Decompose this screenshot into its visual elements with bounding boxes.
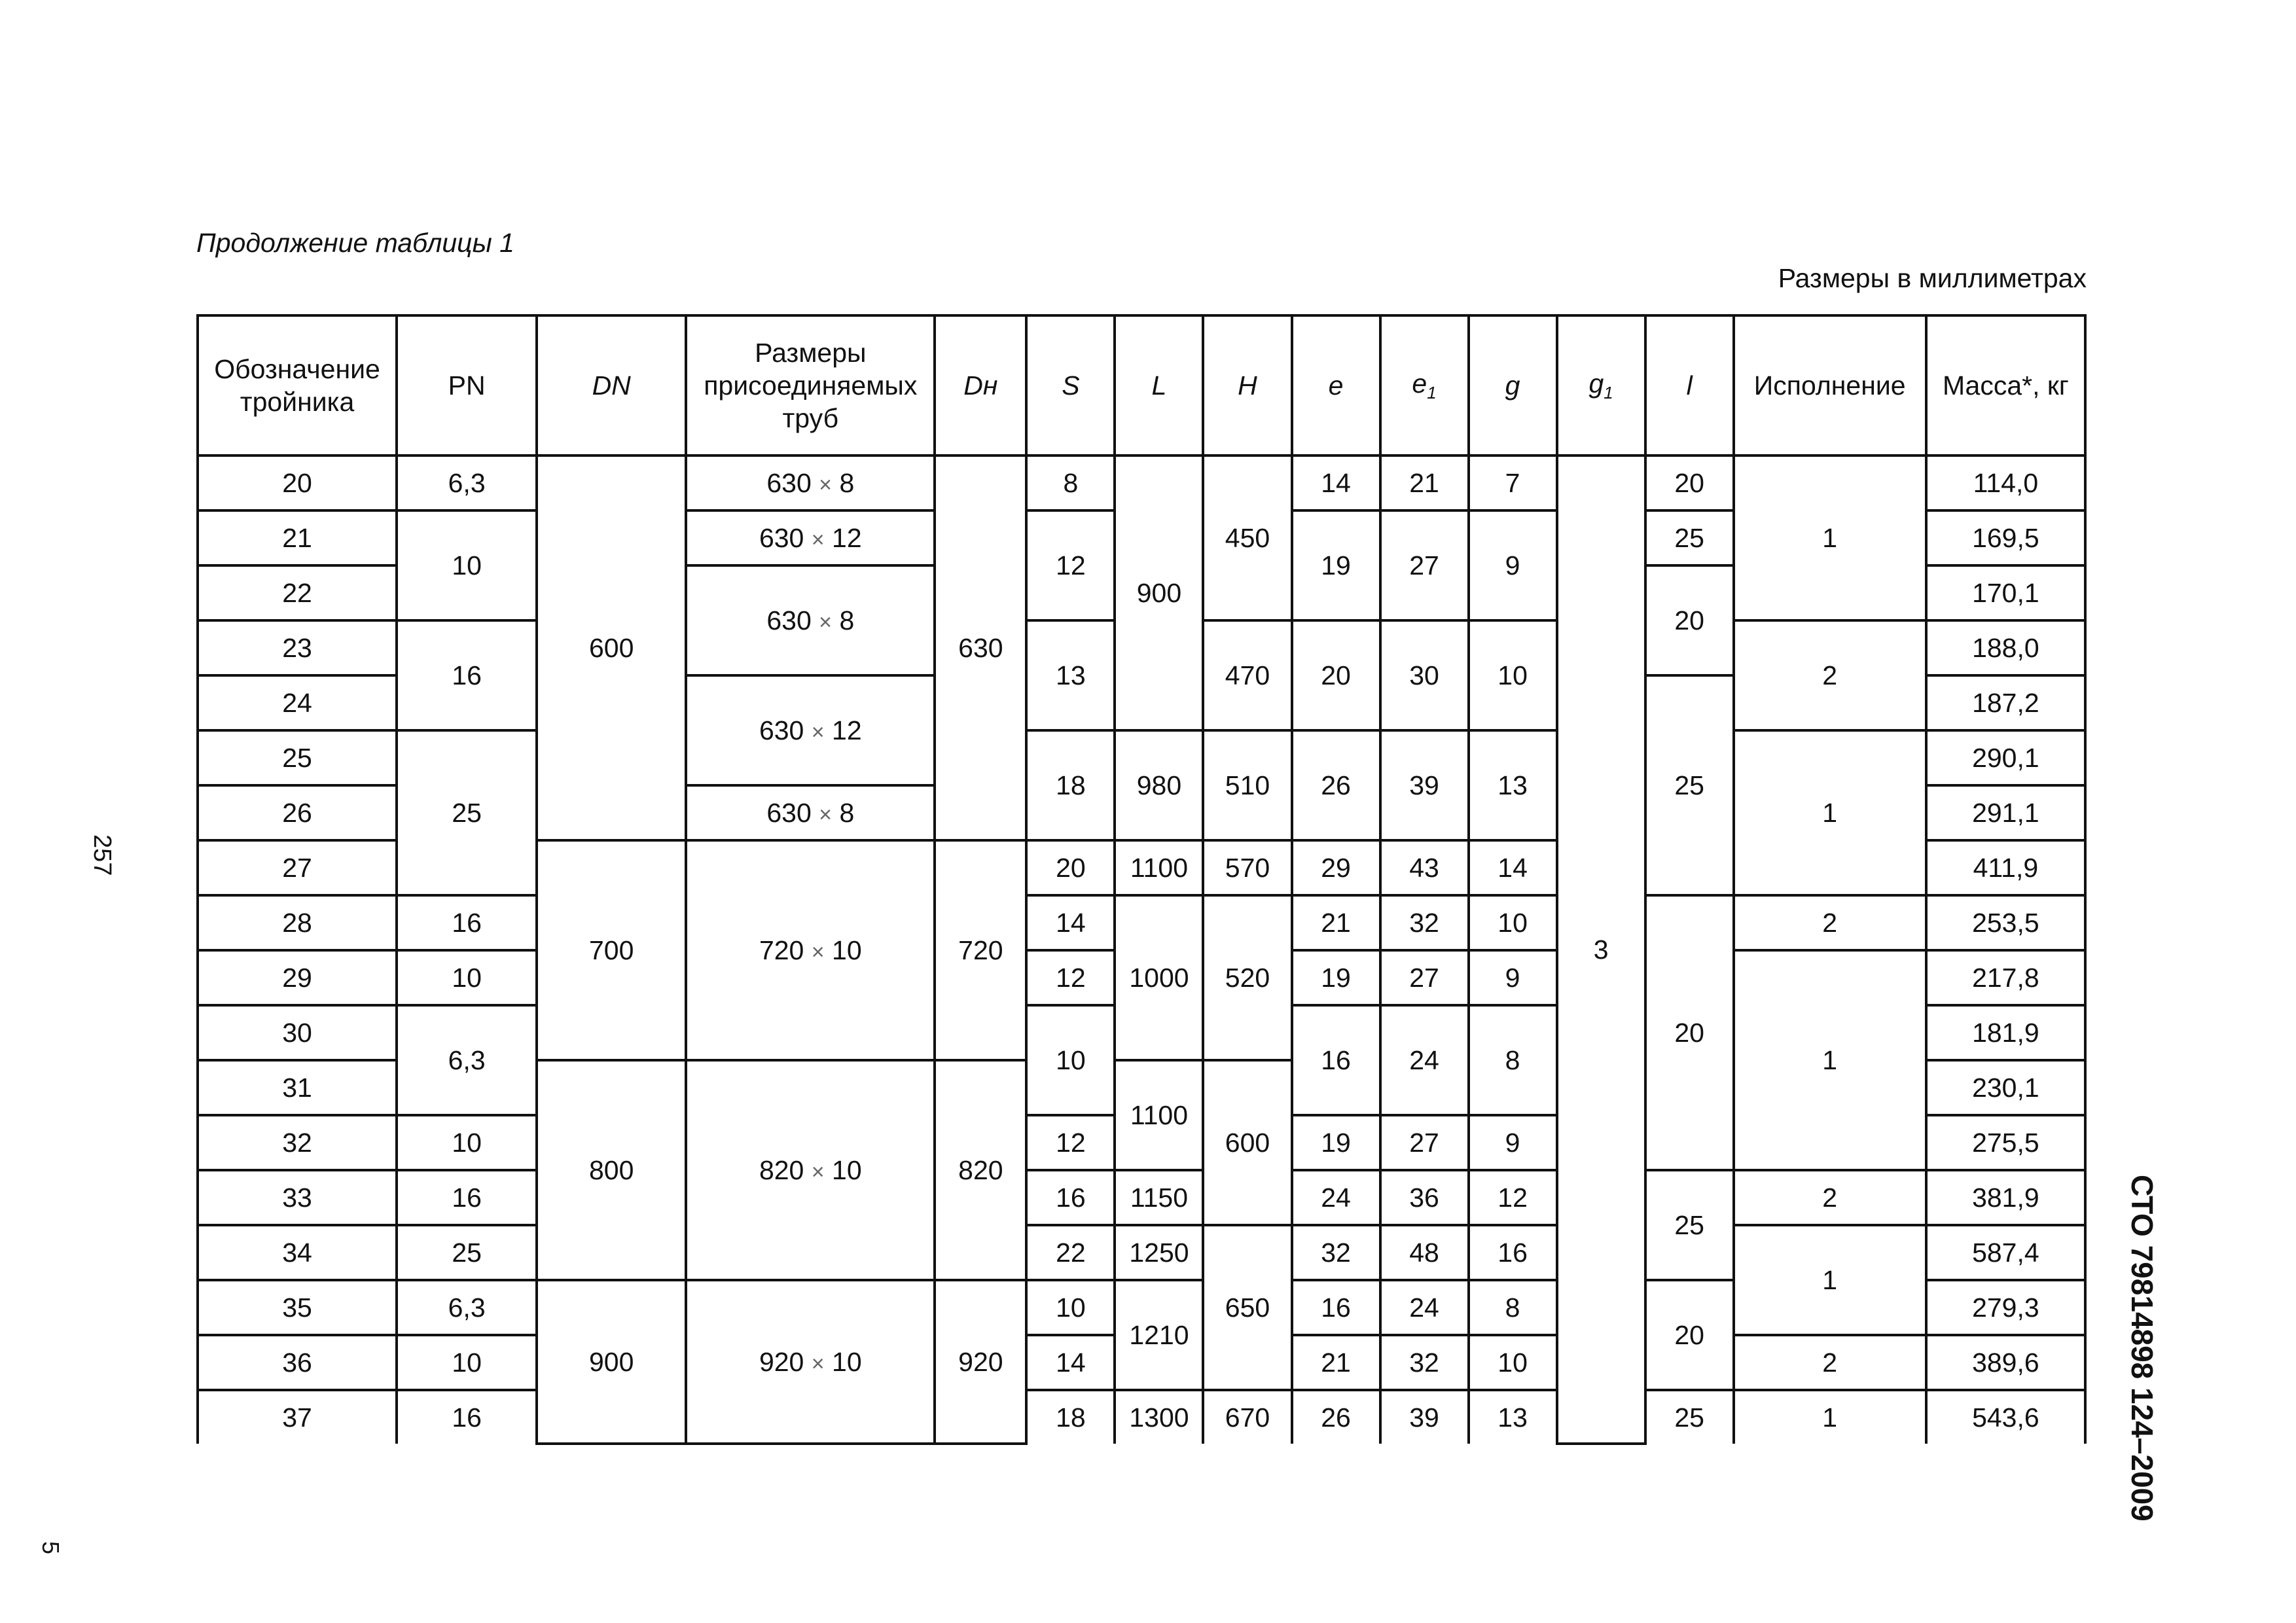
header-h: H — [1203, 315, 1291, 455]
cell-designation: 29 — [198, 950, 397, 1005]
cell-s: 10 — [1026, 1280, 1115, 1335]
cell-s: 14 — [1026, 895, 1115, 950]
table-row — [198, 730, 2085, 785]
cell-designation: 27 — [198, 840, 397, 895]
cell-h: 670 — [1203, 1390, 1291, 1444]
page-number-bottom: 5 — [37, 1541, 64, 1555]
header-designation: Обозначение тройника — [198, 315, 397, 455]
cell-pn: 16 — [397, 620, 537, 730]
cell-e1: 43 — [1380, 840, 1469, 895]
cell-s: 16 — [1026, 1170, 1115, 1225]
cell-e: 24 — [1292, 1170, 1380, 1225]
header-s: S — [1026, 315, 1115, 455]
times-sign: × — [811, 527, 825, 552]
cell-e1: 30 — [1380, 620, 1469, 730]
cell-dn: 800 — [537, 1060, 686, 1280]
cell-h: 600 — [1203, 1060, 1291, 1225]
cell-pn: 25 — [397, 1225, 537, 1280]
cell-dn: 600 — [537, 455, 686, 840]
cell-e1: 27 — [1380, 950, 1469, 1005]
cell-mass: 389,6 — [1926, 1335, 2085, 1390]
cell-pipe-size — [686, 455, 935, 510]
cell-pipe-size — [686, 675, 935, 785]
header-version: Исполнение — [1734, 315, 1926, 455]
table-caption: Продолжение таблицы 1 — [196, 228, 514, 258]
cell-l-small: 20 — [1645, 1280, 1734, 1390]
header-pipe-sizes: Размеры присоединяемых труб — [686, 315, 935, 455]
times-sign: × — [811, 939, 825, 965]
cell-pipe-size — [686, 1280, 935, 1444]
cell-e: 14 — [1292, 455, 1380, 510]
page-number-rotated: 257 — [88, 834, 116, 876]
header-g1-sub: 1 — [1604, 383, 1613, 403]
cell-g: 13 — [1469, 1390, 1557, 1444]
cell-mass: 217,8 — [1926, 950, 2085, 1005]
cell-pn: 16 — [397, 1390, 537, 1444]
cell-s: 10 — [1026, 1005, 1115, 1115]
times-sign: × — [811, 719, 825, 745]
cell-designation: 25 — [198, 730, 397, 785]
cell-l-small: 25 — [1645, 510, 1734, 565]
cell-l: 1250 — [1115, 1225, 1203, 1280]
cell-mass: 114,0 — [1926, 455, 2085, 510]
cell-s: 13 — [1026, 620, 1115, 730]
cell-designation: 31 — [198, 1060, 397, 1115]
cell-dh: 920 — [935, 1280, 1026, 1444]
cell-e: 32 — [1292, 1225, 1380, 1280]
cell-version: 2 — [1734, 620, 1926, 730]
header-g1 — [1557, 315, 1645, 455]
cell-e: 16 — [1292, 1280, 1380, 1335]
cell-designation: 36 — [198, 1335, 397, 1390]
cell-mass: 181,9 — [1926, 1005, 2085, 1060]
header-mass: Масса*, кг — [1926, 315, 2085, 455]
cell-s: 12 — [1026, 1115, 1115, 1170]
cell-e: 26 — [1292, 1390, 1380, 1444]
pipe-diameter: 630 — [766, 797, 812, 828]
pipe-wall: 8 — [839, 605, 855, 635]
cell-version: 1 — [1734, 1390, 1926, 1444]
cell-e: 16 — [1292, 1005, 1380, 1115]
cell-l: 1300 — [1115, 1390, 1203, 1444]
cell-dh: 820 — [935, 1060, 1026, 1280]
times-sign: × — [811, 1351, 825, 1376]
cell-e1: 48 — [1380, 1225, 1469, 1280]
cell-version: 2 — [1734, 1170, 1926, 1225]
cell-l: 1210 — [1115, 1280, 1203, 1390]
cell-l: 1000 — [1115, 895, 1203, 1060]
header-l-small: l — [1645, 315, 1734, 455]
cell-mass: 169,5 — [1926, 510, 2085, 565]
cell-mass: 543,6 — [1926, 1390, 2085, 1444]
cell-s: 20 — [1026, 840, 1115, 895]
cell-g: 8 — [1469, 1280, 1557, 1335]
table-row — [198, 1390, 2085, 1444]
cell-l: 980 — [1115, 730, 1203, 840]
cell-g: 13 — [1469, 730, 1557, 840]
cell-mass: 187,2 — [1926, 675, 2085, 730]
cell-s: 18 — [1026, 1390, 1115, 1444]
pipe-wall: 10 — [832, 1154, 862, 1185]
cell-designation: 21 — [198, 510, 397, 565]
cell-l: 1100 — [1115, 840, 1203, 895]
header-dh: Dн — [935, 315, 1026, 455]
cell-e: 21 — [1292, 1335, 1380, 1390]
cell-e: 19 — [1292, 950, 1380, 1005]
cell-e1: 27 — [1380, 510, 1469, 620]
cell-e: 20 — [1292, 620, 1380, 730]
header-e1-sub: 1 — [1427, 383, 1437, 403]
pipe-diameter: 630 — [759, 715, 804, 745]
cell-version: 1 — [1734, 950, 1926, 1170]
cell-designation: 23 — [198, 620, 397, 675]
header-e1 — [1380, 315, 1469, 455]
cell-pipe-size — [686, 840, 935, 1060]
cell-e1: 24 — [1380, 1005, 1469, 1115]
cell-pipe-size — [686, 1060, 935, 1280]
cell-e1: 32 — [1380, 1335, 1469, 1390]
pipe-diameter: 720 — [759, 935, 804, 965]
cell-pn: 10 — [397, 1335, 537, 1390]
header-g1-base: g — [1588, 368, 1604, 399]
cell-mass: 411,9 — [1926, 840, 2085, 895]
cell-g: 10 — [1469, 1335, 1557, 1390]
pipe-wall: 8 — [839, 797, 855, 828]
header-pn: PN — [397, 315, 537, 455]
cell-g: 14 — [1469, 840, 1557, 895]
cell-g: 9 — [1469, 1115, 1557, 1170]
cell-version: 1 — [1734, 730, 1926, 895]
cell-h: 470 — [1203, 620, 1291, 730]
cell-g: 9 — [1469, 950, 1557, 1005]
cell-s: 8 — [1026, 455, 1115, 510]
cell-e1: 39 — [1380, 730, 1469, 840]
pipe-wall: 8 — [839, 467, 855, 498]
cell-e1: 24 — [1380, 1280, 1469, 1335]
cell-l-small: 25 — [1645, 1170, 1734, 1280]
cell-l-small: 20 — [1645, 565, 1734, 675]
cell-pn: 6,3 — [397, 1280, 537, 1335]
cell-mass: 290,1 — [1926, 730, 2085, 785]
cell-designation: 33 — [198, 1170, 397, 1225]
cell-designation: 22 — [198, 565, 397, 620]
header-e: e — [1292, 315, 1380, 455]
cell-g: 7 — [1469, 455, 1557, 510]
cell-designation: 28 — [198, 895, 397, 950]
cell-e: 26 — [1292, 730, 1380, 840]
table-row — [198, 455, 2085, 510]
cell-mass: 275,5 — [1926, 1115, 2085, 1170]
cell-version: 2 — [1734, 895, 1926, 950]
cell-g: 16 — [1469, 1225, 1557, 1280]
cell-designation: 37 — [198, 1390, 397, 1444]
table-row — [198, 1225, 2085, 1280]
table-row — [198, 1170, 2085, 1225]
cell-pipe-size — [686, 510, 935, 565]
pipe-wall: 10 — [832, 935, 862, 965]
cell-designation: 34 — [198, 1225, 397, 1280]
cell-s: 14 — [1026, 1335, 1115, 1390]
cell-h: 570 — [1203, 840, 1291, 895]
cell-mass: 279,3 — [1926, 1280, 2085, 1335]
cell-mass: 381,9 — [1926, 1170, 2085, 1225]
cell-mass: 230,1 — [1926, 1060, 2085, 1115]
cell-pn: 10 — [397, 950, 537, 1005]
cell-g: 10 — [1469, 620, 1557, 730]
cell-e: 19 — [1292, 510, 1380, 620]
cell-e: 19 — [1292, 1115, 1380, 1170]
pipe-diameter: 920 — [759, 1346, 804, 1377]
cell-s: 18 — [1026, 730, 1115, 840]
cell-l-small: 25 — [1645, 1390, 1734, 1444]
cell-mass: 170,1 — [1926, 565, 2085, 620]
cell-pn: 25 — [397, 730, 537, 895]
units-note: Размеры в миллиметрах — [1778, 263, 2087, 293]
standard-code: СТО 79814898 124–2009 — [2125, 1175, 2159, 1522]
cell-h: 510 — [1203, 730, 1291, 840]
cell-version: 2 — [1734, 1335, 1926, 1390]
pipe-diameter: 630 — [766, 605, 812, 635]
cell-s: 12 — [1026, 950, 1115, 1005]
cell-dn: 900 — [537, 1280, 686, 1444]
cell-pn: 10 — [397, 1115, 537, 1170]
cell-dh: 720 — [935, 840, 1026, 1060]
cell-designation: 20 — [198, 455, 397, 510]
cell-pn: 16 — [397, 895, 537, 950]
pipe-diameter: 820 — [759, 1154, 804, 1185]
times-sign: × — [819, 609, 833, 635]
cell-h: 450 — [1203, 455, 1291, 620]
cell-e: 29 — [1292, 840, 1380, 895]
cell-e1: 21 — [1380, 455, 1469, 510]
pipe-diameter: 630 — [766, 467, 812, 498]
cell-e1: 27 — [1380, 1115, 1469, 1170]
cell-h: 520 — [1203, 895, 1291, 1060]
times-sign: × — [819, 802, 833, 827]
cell-l-small: 20 — [1645, 895, 1734, 1170]
cell-pipe-size — [686, 785, 935, 840]
cell-g: 12 — [1469, 1170, 1557, 1225]
times-sign: × — [811, 1159, 825, 1185]
cell-l-small: 20 — [1645, 455, 1734, 510]
cell-s: 12 — [1026, 510, 1115, 620]
cell-pn: 16 — [397, 1170, 537, 1225]
cell-h: 650 — [1203, 1225, 1291, 1390]
pipe-wall: 12 — [832, 522, 862, 553]
cell-l: 1150 — [1115, 1170, 1203, 1225]
times-sign: × — [819, 472, 833, 497]
cell-mass: 291,1 — [1926, 785, 2085, 840]
cell-version: 1 — [1734, 1225, 1926, 1335]
cell-g1: 3 — [1557, 455, 1645, 1444]
cell-designation: 24 — [198, 675, 397, 730]
header-e1-base: e — [1412, 368, 1427, 399]
cell-designation: 35 — [198, 1280, 397, 1335]
header-dn: DN — [537, 315, 686, 455]
cell-g: 9 — [1469, 510, 1557, 620]
cell-s: 22 — [1026, 1225, 1115, 1280]
cell-l: 900 — [1115, 455, 1203, 730]
cell-mass: 253,5 — [1926, 895, 2085, 950]
header-row — [198, 315, 2085, 455]
cell-dn: 700 — [537, 840, 686, 1060]
cell-l: 1100 — [1115, 1060, 1203, 1170]
cell-version: 1 — [1734, 455, 1926, 620]
cell-mass: 587,4 — [1926, 1225, 2085, 1280]
header-l: L — [1115, 315, 1203, 455]
cell-designation: 32 — [198, 1115, 397, 1170]
cell-designation: 30 — [198, 1005, 397, 1060]
pipe-wall: 12 — [832, 715, 862, 745]
cell-pipe-size — [686, 565, 935, 675]
table-row — [198, 895, 2085, 950]
cell-mass: 188,0 — [1926, 620, 2085, 675]
cell-l-small: 25 — [1645, 675, 1734, 895]
cell-g: 10 — [1469, 895, 1557, 950]
cell-designation: 26 — [198, 785, 397, 840]
pipe-wall: 10 — [832, 1346, 862, 1377]
cell-pn: 6,3 — [397, 1005, 537, 1115]
header-g: g — [1469, 315, 1557, 455]
cell-g: 8 — [1469, 1005, 1557, 1115]
cell-dh: 630 — [935, 455, 1026, 840]
pipe-diameter: 630 — [759, 522, 804, 553]
cell-e1: 39 — [1380, 1390, 1469, 1444]
cell-e1: 36 — [1380, 1170, 1469, 1225]
cell-pn: 6,3 — [397, 455, 537, 510]
tee-dimensions-table — [196, 314, 2087, 1445]
cell-e: 21 — [1292, 895, 1380, 950]
cell-e1: 32 — [1380, 895, 1469, 950]
cell-pn: 10 — [397, 510, 537, 620]
